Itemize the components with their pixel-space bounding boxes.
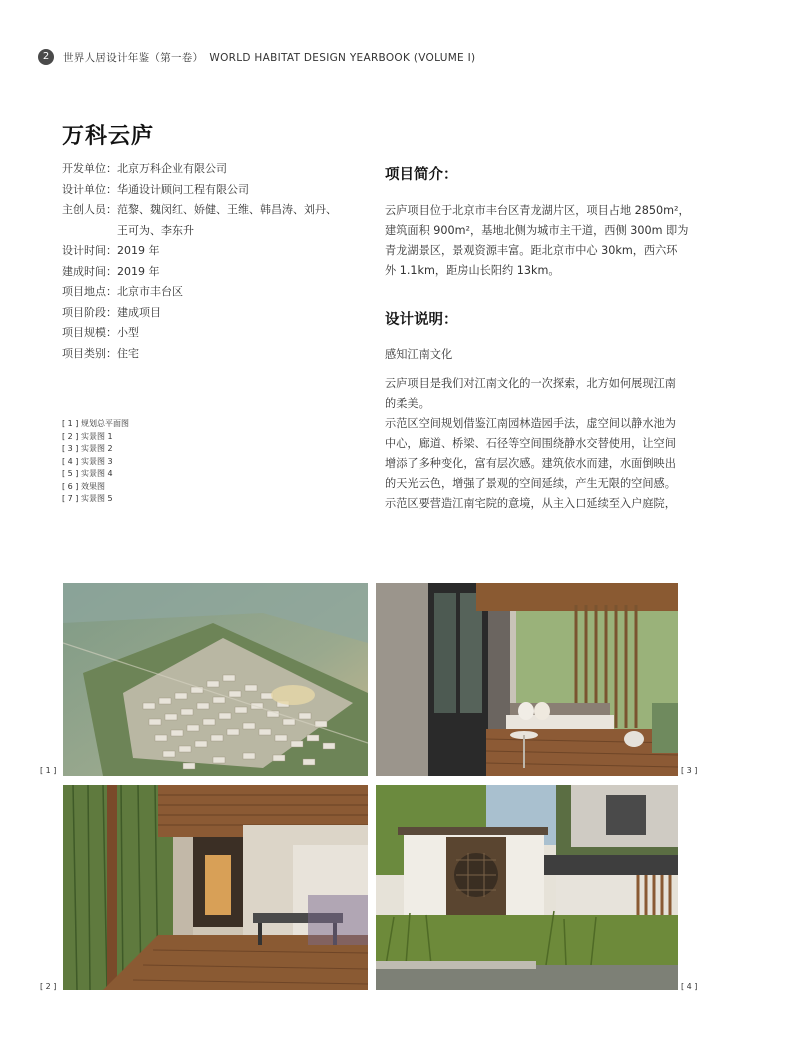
aerial-site-photo: [63, 583, 368, 776]
design-line: 示范区要营造江南宅院的意境，从主入口延续至入户庭院，: [385, 497, 676, 510]
info-category: 项目类别：住宅: [62, 346, 139, 360]
info-developer: 开发单位：北京万科企业有限公司: [62, 162, 227, 175]
caption-3: [ 3 ] 实景图 2: [62, 444, 113, 453]
caption-5: [ 5 ] 实景图 4: [62, 469, 113, 478]
intro-line: 云庐项目位于北京市丰台区青龙湖片区，项目占地 2850m²，: [385, 204, 690, 217]
figure-4-tag: [ 4 ]: [681, 982, 698, 991]
caption-6: [ 6 ] 效果图: [62, 481, 105, 491]
figure-3-tag: [ 3 ]: [681, 766, 698, 775]
project-title: 万科云庐: [62, 124, 155, 149]
design-subheading: 感知江南文化: [385, 348, 453, 361]
design-line: 的天光云色，增强了景观的空间延续，产生无限的空间感。: [385, 477, 676, 490]
info-designer: 设计单位：华通设计顾问工程有限公司: [62, 182, 249, 196]
caption-7: [ 7 ] 实景图 5: [62, 494, 113, 503]
info-location: 项目地点：北京市丰台区: [62, 285, 183, 298]
info-scale: 项目规模：小型: [62, 326, 139, 339]
intro-line: 外 1.1km，距房山长阳约 13km。: [385, 264, 560, 277]
design-line: 云庐项目是我们对江南文化的一次探索，北方如何展现江南: [385, 377, 676, 390]
design-heading: 设计说明：: [385, 312, 458, 328]
info-team: 主创人员：范黎、魏闵红、娇健、王维、韩昌涛、刘丹、: [62, 203, 337, 216]
figure-2-tag: [ 2 ]: [40, 982, 57, 991]
caption-1: [ 1 ] 规划总平面图: [62, 419, 129, 428]
patio-photo: [376, 583, 678, 776]
garden-gate-photo: [376, 785, 678, 990]
running-title-en: WORLD HABITAT DESIGN YEARBOOK (VOLUME Ⅰ): [209, 52, 476, 64]
info-built-time: 建成时间：2019 年: [62, 264, 160, 278]
page-number: 2: [38, 49, 54, 65]
corridor-photo: [63, 785, 368, 990]
figure-caption-list: [62, 418, 129, 506]
intro-paragraph: [385, 201, 690, 281]
intro-heading: 项目简介：: [385, 167, 458, 183]
info-design-time: 设计时间：2019 年: [62, 244, 160, 257]
info-stage: 项目阶段：建成项目: [62, 305, 161, 319]
caption-2: [ 2 ] 实景图 1: [62, 431, 113, 441]
running-title: [63, 50, 475, 65]
design-line: 示范区空间规划借鉴江南园林造园手法，虚空间以静水池为: [385, 417, 676, 430]
figure-1-tag: [ 1 ]: [40, 766, 57, 775]
caption-4: [ 4 ] 实景图 3: [62, 456, 113, 466]
design-line: 中心，廊道、桥梁、石径等空间围绕静水交替使用，让空间: [385, 437, 676, 450]
intro-line: 建筑面积 900m²，基地北侧为城市主干道，西侧 300m 即为: [385, 224, 689, 237]
info-team-cont: 王可为、李东升: [117, 223, 194, 237]
intro-line: 青龙湖景区，景观资源丰富。距北京市中心 30km，西六环: [385, 244, 678, 257]
design-line: 的柔美。: [385, 397, 430, 410]
design-line: 增添了多种变化，富有层次感。建筑依水而建，水面倒映出: [385, 457, 676, 470]
running-title-cn: 世界人居设计年鉴（第一卷）: [63, 52, 204, 64]
design-paragraph: [385, 374, 685, 514]
